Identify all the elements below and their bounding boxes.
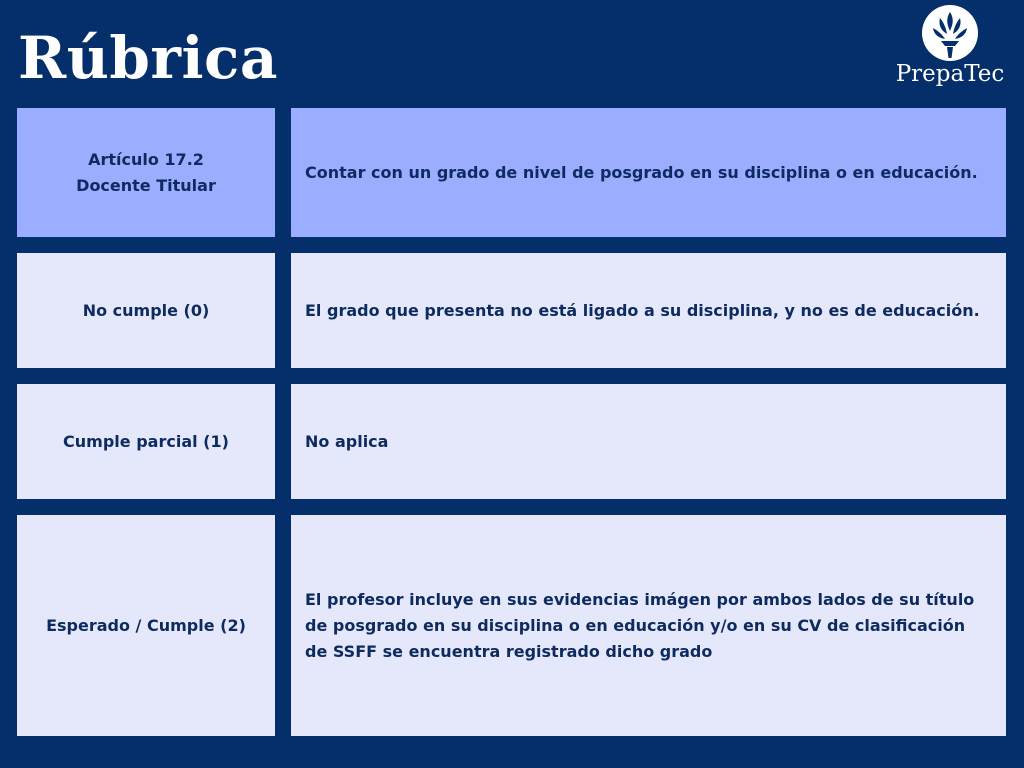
level-description: No aplica — [305, 431, 389, 451]
level-description: El profesor incluye en sus evidencias imágen por ambos lados de su título de posgrado en su disciplina o en educación y/o en su CV de clasificación de SSFF se encuentra registrado dicho grado — [305, 589, 975, 661]
level-description-cell — [291, 515, 1006, 736]
level-description-cell — [291, 253, 1006, 368]
level-label-cell — [17, 515, 275, 736]
criterion-description-cell — [291, 108, 1006, 237]
level-label: Cumple parcial (1) — [63, 431, 229, 451]
level-label: Esperado / Cumple (2) — [46, 615, 246, 635]
level-description: El grado que presenta no está ligado a su disciplina, y no es de educación. — [305, 300, 980, 320]
torch-emblem-icon — [921, 4, 979, 62]
prepatec-logo — [888, 4, 1012, 96]
criterion-role: Docente Titular — [76, 175, 216, 195]
page-title: Rúbrica — [18, 24, 278, 92]
level-label: No cumple (0) — [82, 300, 210, 320]
level-description-cell — [291, 384, 1006, 499]
level-label-cell — [17, 253, 275, 368]
level-label-cell — [17, 384, 275, 499]
criterion-cell — [17, 108, 275, 237]
logo-wordmark: PrepaTec — [895, 61, 1005, 87]
criterion-article: Artículo 17.2 — [88, 149, 204, 169]
criterion-description: Contar con un grado de nivel de posgrado en su disciplina o en educación. — [305, 162, 978, 182]
